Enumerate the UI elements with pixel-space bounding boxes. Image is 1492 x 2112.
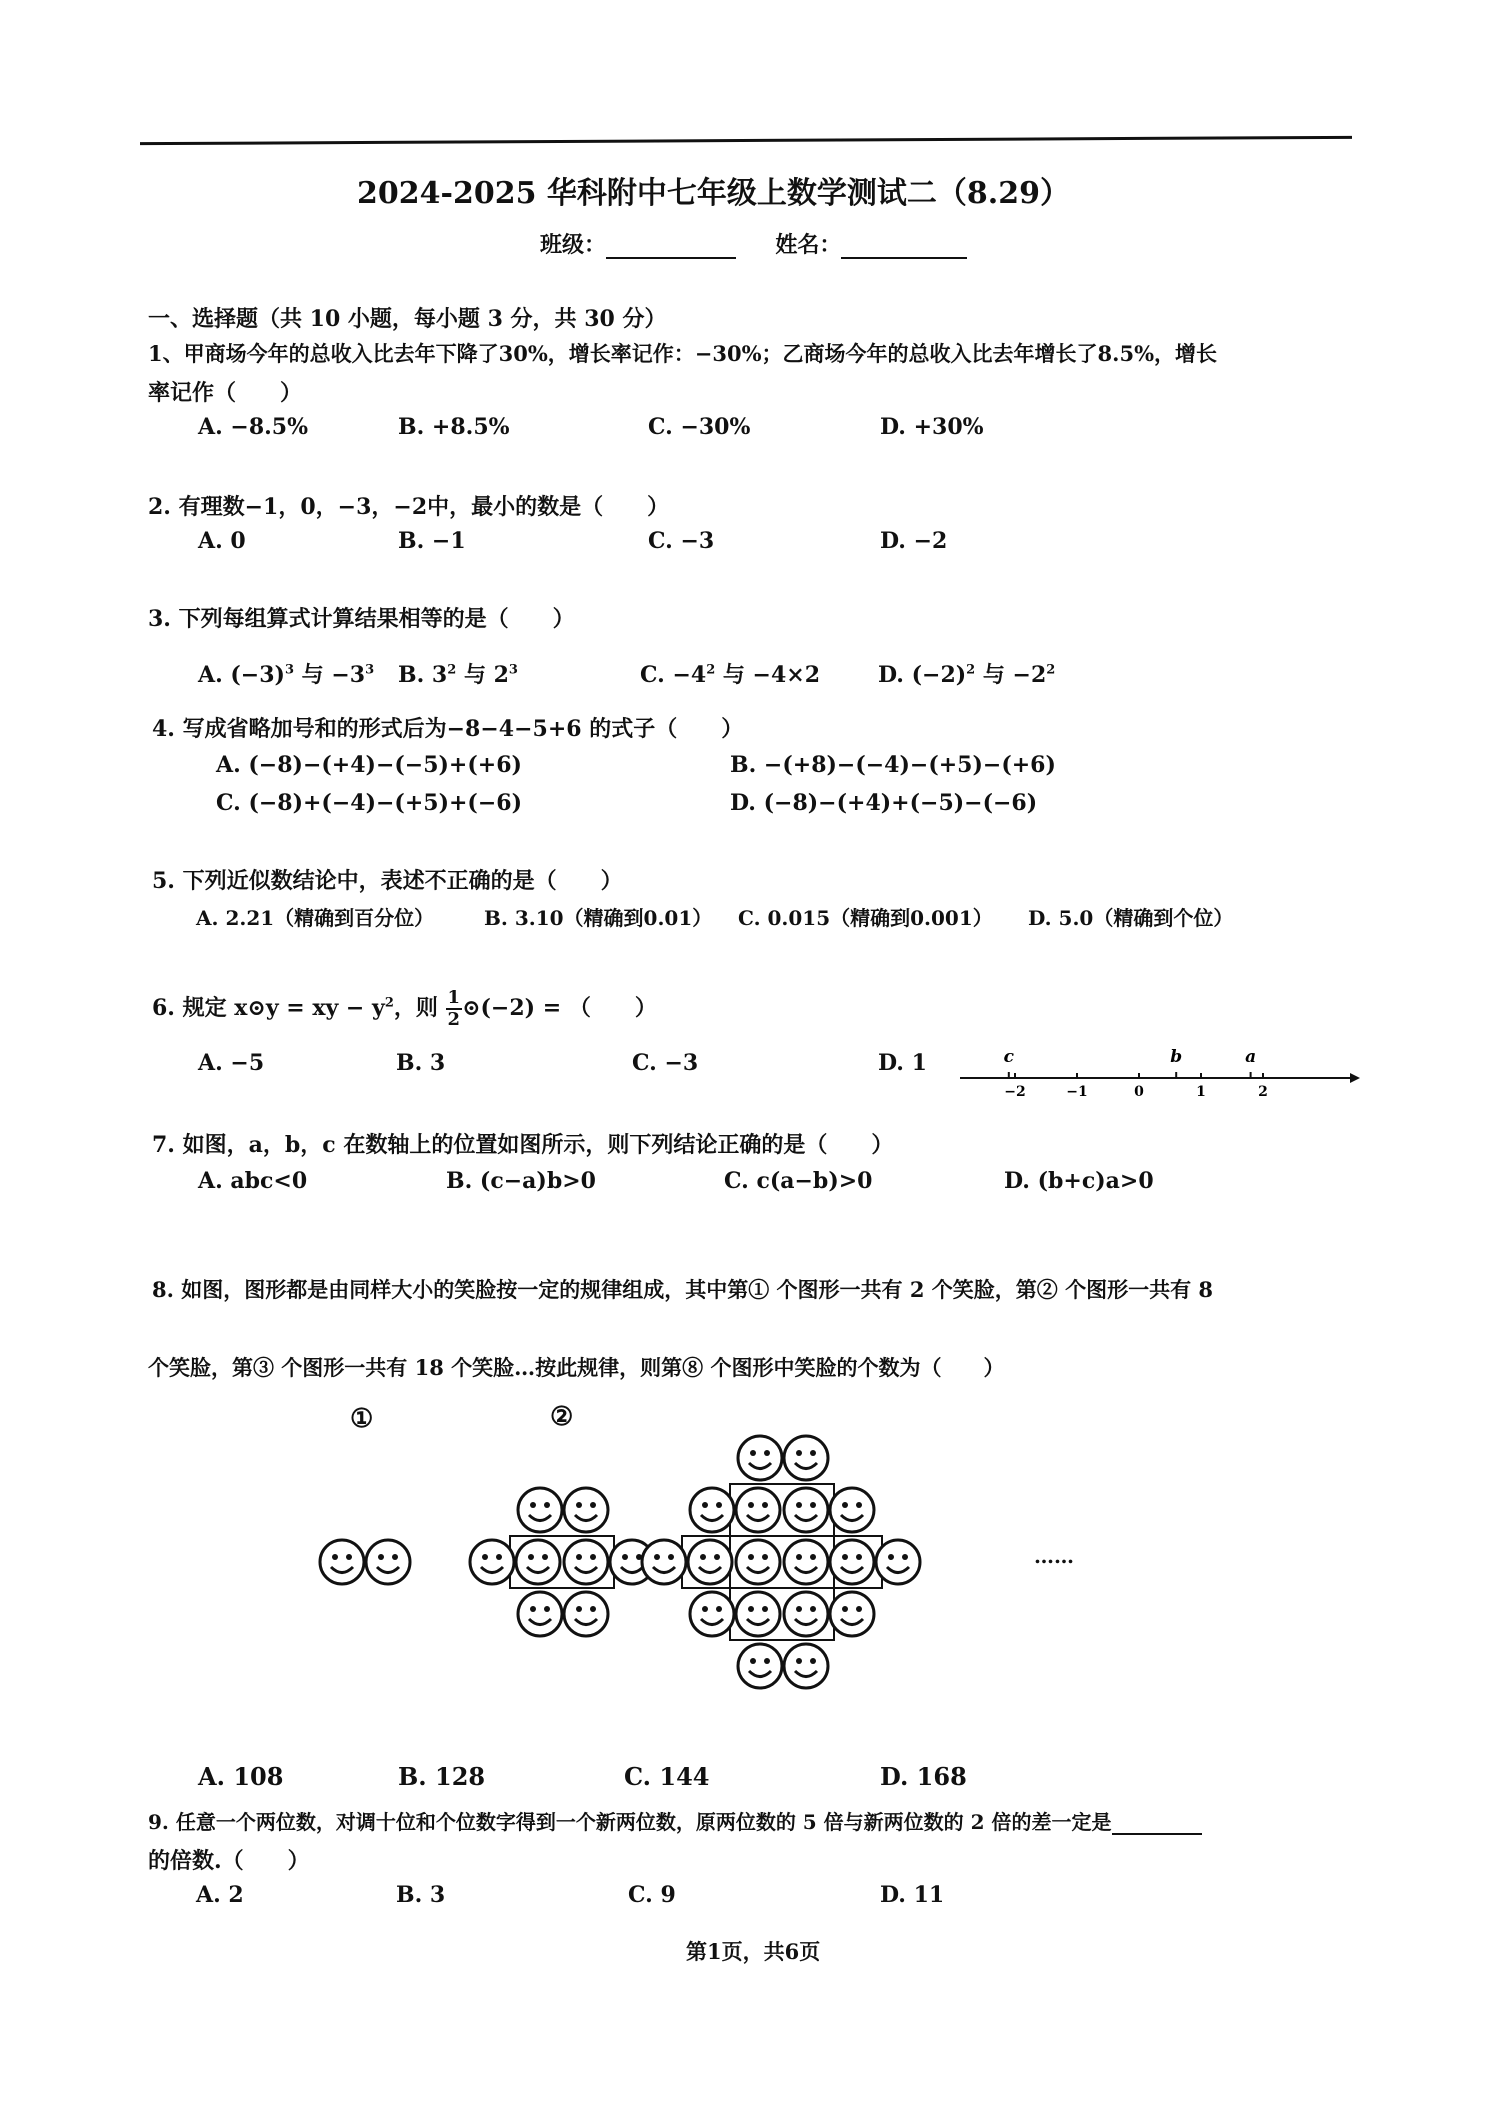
figure-label-2: ② (550, 1402, 574, 1432)
q1-option-b: B. +8.5% (398, 414, 510, 440)
q2-option-c: C. −3 (648, 528, 715, 554)
q8-option-b: B. 128 (398, 1762, 486, 1791)
top-rule (140, 136, 1352, 145)
q9-stem-line1: 9. 任意一个两位数，对调十位和个位数字得到一个新两位数，原两位数的 5 倍与新两位数的 2 倍的差一定是 (148, 1806, 1202, 1835)
q6-frac-den: 2 (447, 1009, 461, 1030)
q2-option-d: D. −2 (880, 528, 948, 554)
q6-option-a: A. −5 (198, 1050, 265, 1076)
q3-option-d: D. $(-2)^2$ 与 $-2^2$ (878, 662, 1056, 688)
q8-stem-line1: 8. 如图，图形都是由同样大小的笑脸按一定的规律组成，其中第① 个图形一共有 2 个笑脸，第② 个图形一共有 8 (152, 1277, 1214, 1302)
q6-option-b: B. 3 (396, 1050, 446, 1076)
q9-option-b: B. 3 (396, 1882, 446, 1908)
q3-option-c: C. $-4^2$ 与 −4×2 (640, 662, 821, 688)
q7-option-d: D. (b+c)a>0 (1004, 1168, 1154, 1194)
q6-stem: 6. 规定 x⊙y = xy − $y^2$，则 $\frac{1}{2}$ ⊙(−2) = （ ） (152, 987, 657, 1030)
q3-option-a: A. $(-3)^3$ 与 $-3^3$ (198, 662, 375, 688)
q6-option-d: D. 1 (878, 1050, 927, 1076)
q1-option-d: D. +30% (880, 414, 984, 440)
number-line-point-label-a: a (1245, 1047, 1257, 1067)
figure-ellipsis: …… (1034, 1544, 1074, 1568)
q5-option-a: A. 2.21（精确到百分位） (196, 906, 435, 930)
q9-option-d: D. 11 (880, 1882, 945, 1908)
q1-stem-line2: 率记作（ ） (148, 380, 303, 406)
q4-option-c: C. (−8)+(−4)−(+5)+(−6) (216, 790, 522, 816)
number-line-tick-label: −1 (1066, 1084, 1088, 1100)
number-line-point-label-c: c (1003, 1047, 1014, 1067)
q5-stem: 5. 下列近似数结论中，表述不正确的是（ ） (152, 868, 623, 894)
figure-3 (642, 1436, 920, 1688)
page-footer: 第1页，共6页 (686, 1939, 821, 1964)
q9-option-c: C. 9 (628, 1882, 676, 1908)
q7-option-b: B. (c−a)b>0 (446, 1168, 596, 1194)
number-line (950, 1044, 1360, 1104)
q6-option-c: C. −3 (632, 1050, 699, 1076)
q5-option-b: B. 3.10（精确到0.01） (484, 906, 713, 930)
number-line-point-label-b: b (1170, 1047, 1183, 1067)
q8-option-a: A. 108 (198, 1762, 284, 1791)
class-blank[interactable] (606, 256, 736, 259)
q2-option-b: B. −1 (398, 528, 466, 554)
q4-option-d: D. (−8)−(+4)+(−5)−(−6) (730, 790, 1038, 816)
q4-stem: 4. 写成省略加号和的形式后为−8−4−5+6 的式子（ ） (152, 716, 744, 742)
smiley-figures (300, 1410, 1120, 1700)
q2-option-a: A. 0 (198, 528, 246, 554)
q5-option-c: C. 0.015（精确到0.001） (738, 906, 993, 930)
q7-option-c: C. c(a−b)>0 (724, 1168, 873, 1194)
number-line-tick-label: 2 (1258, 1084, 1268, 1100)
name-label: 姓名： (775, 232, 842, 258)
number-line-tick-label: 1 (1196, 1084, 1206, 1100)
figure-1 (320, 1540, 410, 1584)
q8-option-c: C. 144 (624, 1762, 710, 1791)
figure-2 (470, 1488, 654, 1636)
number-line-tick-label: −2 (1004, 1084, 1026, 1100)
q8-option-d: D. 168 (880, 1762, 967, 1791)
q7-stem: 7. 如图，a，b，c 在数轴上的位置如图所示，则下列结论正确的是（ ） (152, 1132, 894, 1158)
q2-stem: 2. 有理数−1，0，−3，−2中，最小的数是（ ） (148, 494, 670, 520)
number-line-tick-label: 0 (1134, 1084, 1144, 1100)
q1-option-a: A. −8.5% (198, 414, 308, 440)
q1-stem-line1: 1、甲商场今年的总收入比去年下降了30%，增长率记作：−30%；乙商场今年的总收入比去年增长了8.5%，增长 (148, 341, 1218, 366)
q7-option-a: A. abc<0 (198, 1168, 308, 1194)
q8-stem-line2: 个笑脸，第③ 个图形一共有 18 个笑脸…按此规律，则第⑧ 个图形中笑脸的个数为（ ） (148, 1355, 1005, 1380)
class-label: 班级： (540, 232, 607, 258)
q4-option-b: B. −(+8)−(−4)−(+5)−(+6) (730, 752, 1056, 778)
q1-option-c: C. −30% (648, 414, 751, 440)
q9-answer-blank[interactable] (1112, 1832, 1202, 1835)
class-field (540, 228, 967, 259)
q9-option-a: A. 2 (196, 1882, 244, 1908)
q3-option-b: B. $3^2$ 与 $2^3$ (398, 662, 518, 688)
name-blank[interactable] (841, 256, 967, 259)
page-title: 2024-2025 华科附中七年级上数学测试二（8.29） (357, 176, 1070, 211)
q5-option-d: D. 5.0（精确到个位） (1028, 906, 1234, 930)
q3-stem: 3. 下列每组算式计算结果相等的是（ ） (148, 606, 575, 632)
q4-option-a: A. (−8)−(+4)−(−5)+(+6) (216, 752, 522, 778)
q6-frac-num: 1 (447, 987, 461, 1008)
q9-stem-line2: 的倍数.（ ） (148, 1848, 310, 1874)
section-heading: 一、选择题（共 10 小题，每小题 3 分，共 30 分） (148, 306, 667, 332)
figure-label-1: ① (350, 1404, 374, 1434)
